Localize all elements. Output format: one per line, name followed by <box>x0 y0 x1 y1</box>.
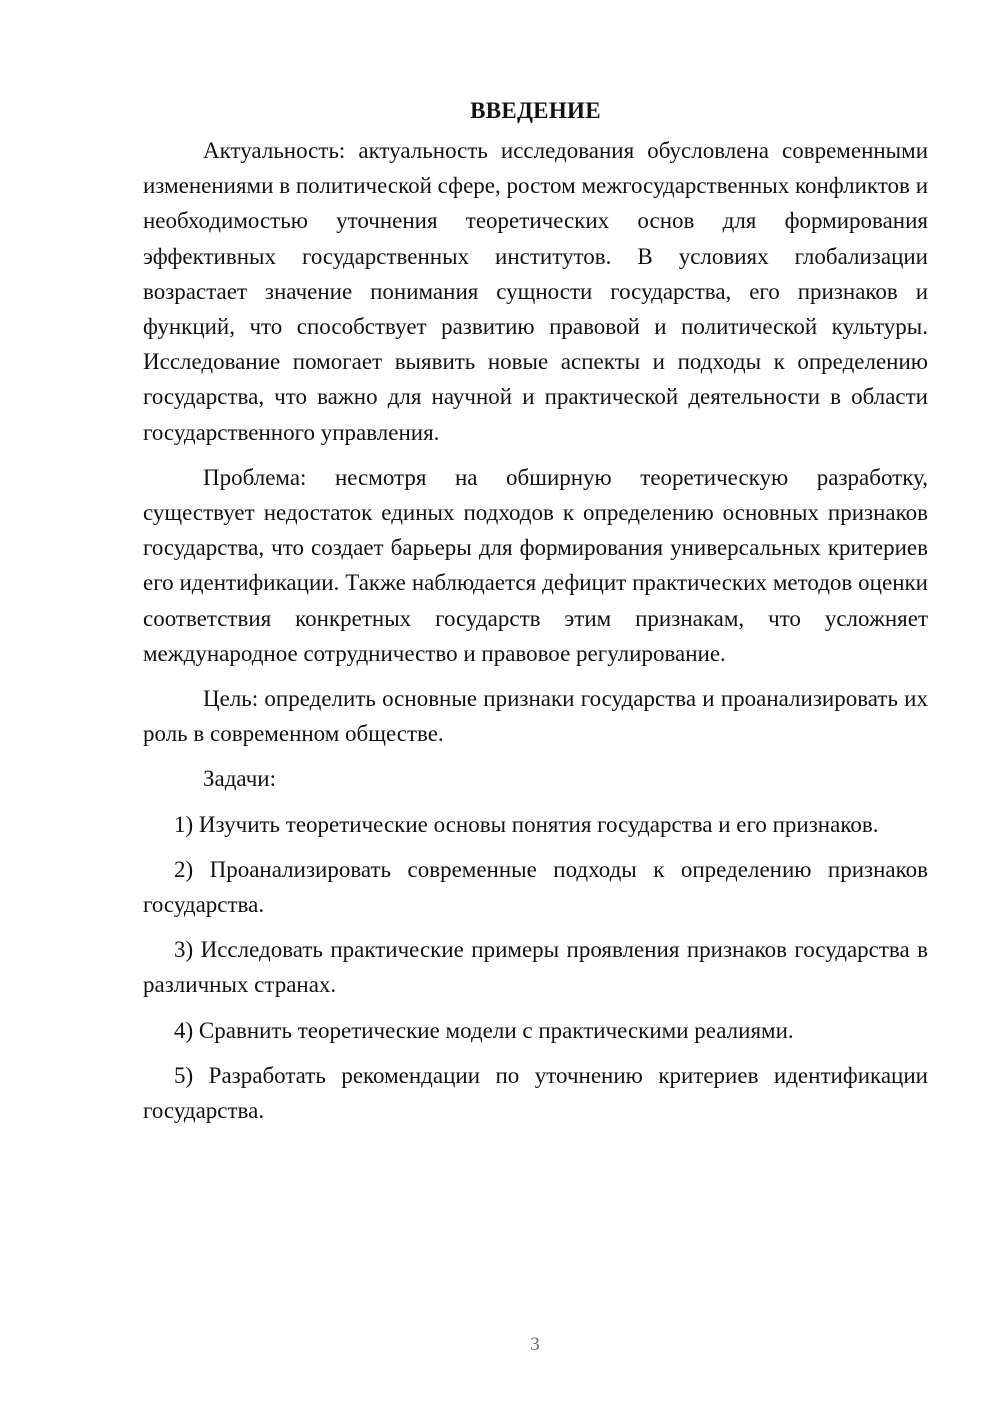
page-content <box>143 93 928 1138</box>
task-item-2: 2) Проанализировать современные подходы к определению признаков государства. <box>143 856 928 918</box>
page-number: 3 <box>530 1334 540 1355</box>
task-item-3: 3) Исследовать практические примеры проявления признаков государства в различных странах. <box>143 937 928 998</box>
tasks-heading: Задачи: <box>203 766 276 792</box>
paragraph-relevance: Актуальность: актуальность исследования обусловлена современными изменениями в политической сфере, ростом межгосударственных конфликтов и необходимостью уточнения теоретических основ для формирования эффективных государственных институтов. В условиях глобализации возрастает значение понимания сущности государства, его признаков и функций, что способствует развитию правовой и политической культуры. Исследование помогает выявить новые аспекты и подходы к определению государства, что важно для научной и практической деятельности в области государственного управления. <box>143 138 928 445</box>
page-title: ВВЕДЕНИЕ <box>470 98 601 123</box>
paragraph-goal: Цель: определить основные признаки государства и проанализировать их роль в современном обществе. <box>143 686 928 747</box>
task-item-4: 4) Сравнить теоретические модели с практическими реалиями. <box>174 1017 794 1043</box>
task-item-1: 1) Изучить теоретические основы понятия государства и его признаков. <box>174 811 879 837</box>
paragraph-problem: Проблема: несмотря на обширную теоретическую разработку, существует недостаток единых подходов к определению основных признаков государства, что создает барьеры для формирования универсальных критериев его идентификации. Также наблюдается дефицит практических методов оценки соответствия конкретных государств этим признакам, что усложняет международное сотрудничество и правовое регулирование. <box>143 464 928 666</box>
task-item-5: 5) Разработать рекомендации по уточнению критериев идентификации государства. <box>143 1062 928 1124</box>
